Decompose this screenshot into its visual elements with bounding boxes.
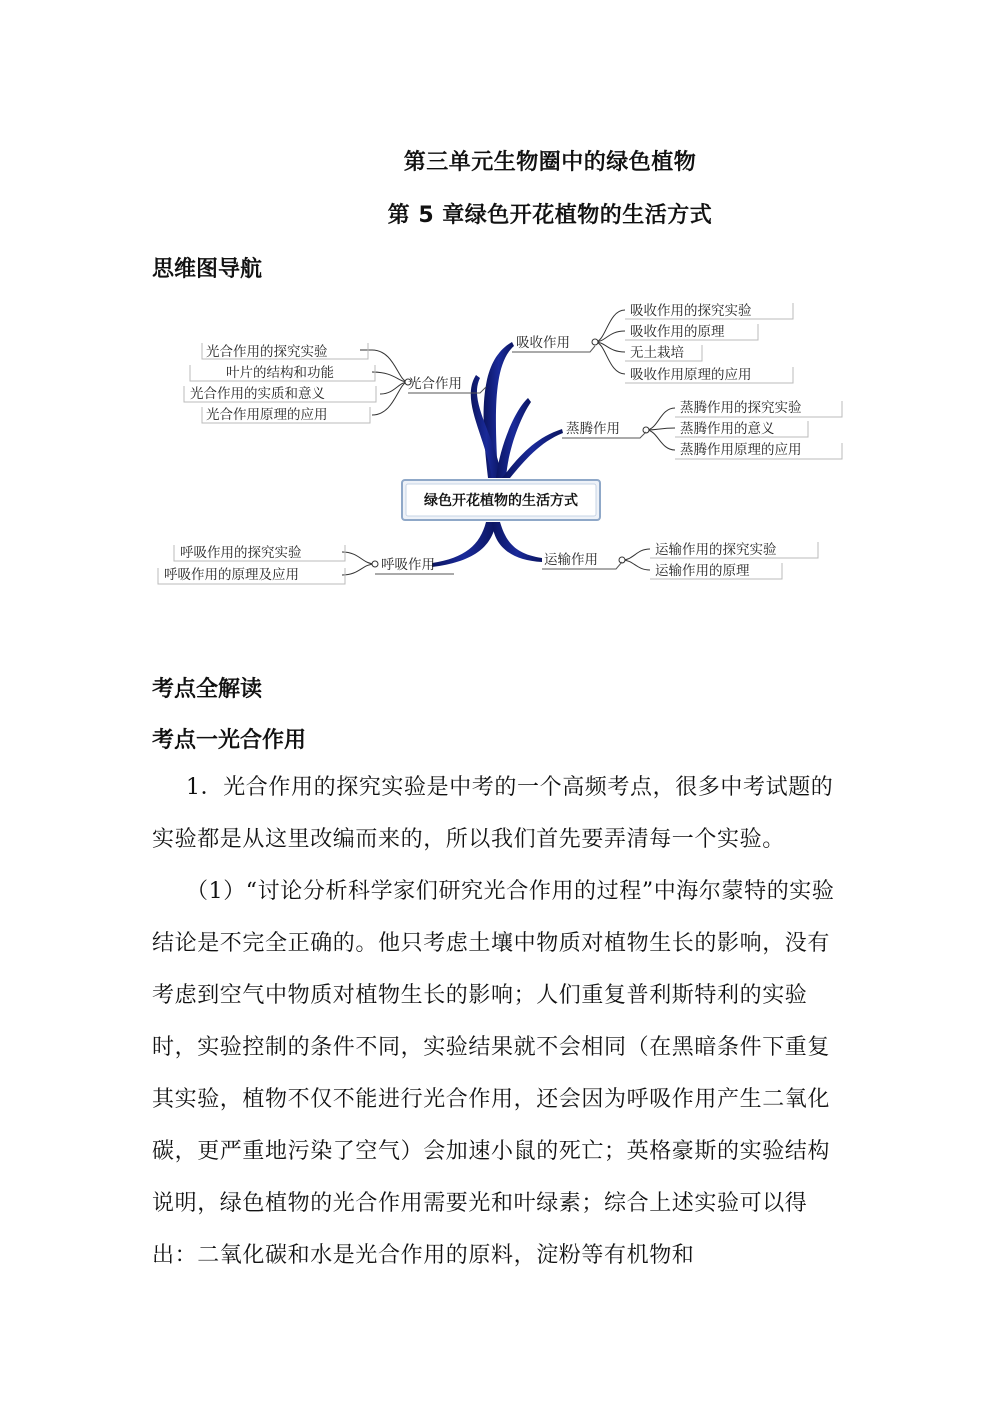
unit-title: 第三单元生物圈中的绿色植物 xyxy=(403,150,697,175)
paragraph-1 xyxy=(152,762,852,866)
section-full-reading: 考点全解读 xyxy=(152,677,263,702)
branch-transpiration xyxy=(562,420,646,438)
branch-label-absorption: 吸收作用 xyxy=(516,335,570,351)
branch-label-respiration: 呼吸作用 xyxy=(381,557,435,573)
leaf-respiration-2: 呼吸作用的原理及应用 xyxy=(164,567,299,583)
branch-label-photosynthesis: 光合作用 xyxy=(408,376,462,392)
leaf-respiration-1: 呼吸作用的探究实验 xyxy=(180,545,302,561)
leaf-transpiration-3: 蒸腾作用原理的应用 xyxy=(680,442,802,458)
leaf-photosynthesis-2: 叶片的结构和功能 xyxy=(226,365,334,381)
chapter-title: 第 5 章绿色开花植物的生活方式 xyxy=(387,203,713,228)
mindmap-center-node xyxy=(402,480,600,520)
leaf-absorption-1: 吸收作用的探究实验 xyxy=(630,303,752,319)
branch-stem-transport xyxy=(492,522,542,562)
branch-stem-respiration xyxy=(432,522,496,567)
paragraph-2-text: （1）“讨论分析科学家们研究光合作用的过程”中海尔蒙特的实验结论是不完全正确的。他只考虑土壤中物质对植物生长的影响，没有考虑到空气中物质对植物生长的影响；人们重复普利斯特利的实验时，实验控制的条件不同，实验结果就不会相同（在黑暗条件下重复其实验，植物不仅不能进行光合作用，还会因为呼吸作用产生二氧化碳，更严重地污染了空气）会加速小鼠的死亡；英格豪斯的实验结构说明，绿色植物的光合作用需要光和叶绿素；综合上述实验可以得出：二氧化碳和水是光合作用的原料，淀粉等有机物和 xyxy=(152,879,835,1268)
branch-respiration xyxy=(375,557,454,574)
leaf-transpiration-1: 蒸腾作用的探究实验 xyxy=(680,400,802,416)
leaf-transport-1: 运输作用的探究实验 xyxy=(655,542,777,558)
paragraph-1-text: 1．光合作用的探究实验是中考的一个高频考点，很多中考试题的实验都是从这里改编而来的，所以我们首先要弄清每一个实验。 xyxy=(152,775,834,852)
branch-transport xyxy=(542,552,622,569)
section-point-one: 考点一光合作用 xyxy=(152,728,307,753)
leaf-absorption-4: 吸收作用原理的应用 xyxy=(630,367,752,383)
leaf-photosynthesis-4: 光合作用原理的应用 xyxy=(206,407,328,423)
branch-label-transport: 运输作用 xyxy=(544,552,598,568)
mind-map xyxy=(150,290,850,590)
paragraph-2 xyxy=(152,866,852,1282)
mindmap-center-label: 绿色开花植物的生活方式 xyxy=(424,493,578,509)
mindmap-heading: 思维图导航 xyxy=(152,257,263,282)
leaf-transpiration-2: 蒸腾作用的意义 xyxy=(680,421,775,437)
leaf-absorption-2: 吸收作用的原理 xyxy=(630,324,725,340)
leaf-absorption-3: 无土栽培 xyxy=(630,345,684,361)
leaf-photosynthesis-3: 光合作用的实质和意义 xyxy=(190,386,325,402)
leaf-transport-2: 运输作用的原理 xyxy=(655,563,750,579)
leaf-photosynthesis-1: 光合作用的探究实验 xyxy=(206,344,328,360)
branch-label-transpiration: 蒸腾作用 xyxy=(566,421,620,437)
branch-absorption xyxy=(512,334,595,352)
